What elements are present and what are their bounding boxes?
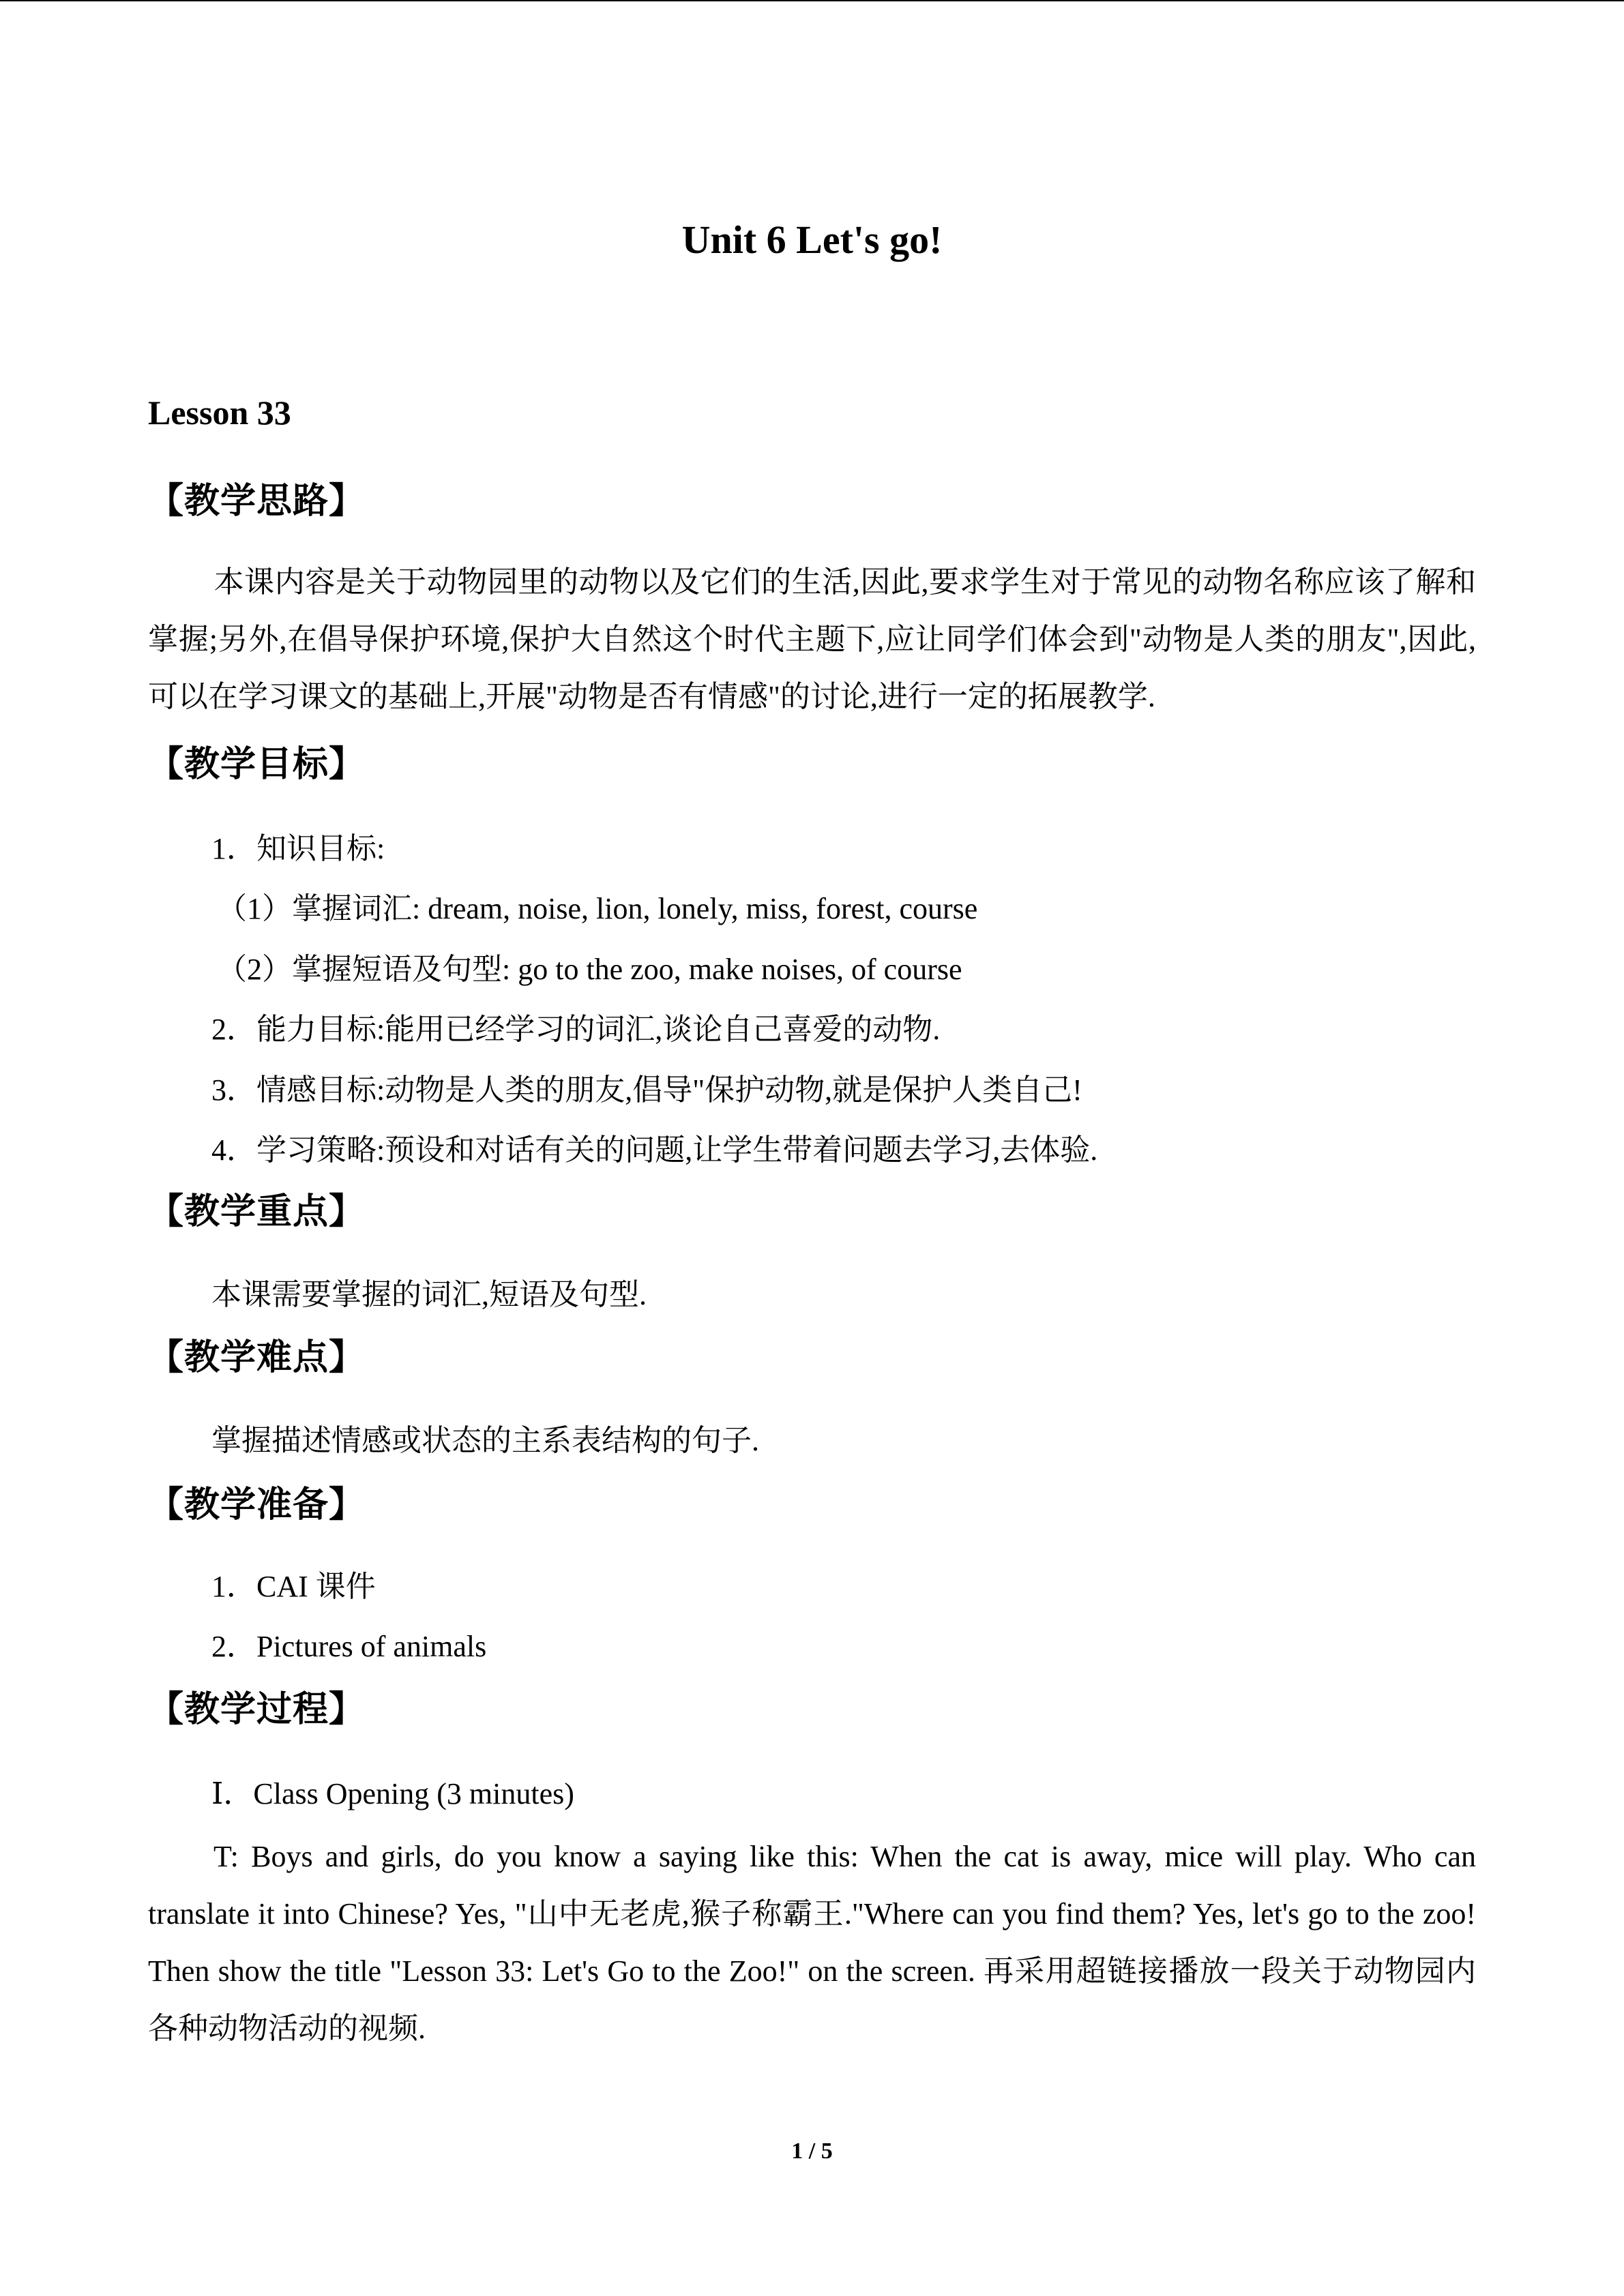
- preparation-item: 2．Pictures of animals: [211, 1630, 487, 1663]
- process-paragraph: T: Boys and girls, do you know a saying like this: When the cat is away, mice will play. Who can translate it into Chinese? Yes, "山中无老虎,猴子称霸王."Where can you find them? Yes, let's go to the zoo! Then show the title "Lesson 33: Let's Go to the Zoo!" on the screen. 再采用超链接播放一段关于动物园内各种动物活动的视频.: [148, 1840, 1476, 2045]
- objective-item: （1）掌握词汇: dream, noise, lion, lonely, miss, forest, course: [217, 892, 978, 925]
- section-heading-difficulties: 【教学难点】: [148, 1337, 366, 1378]
- section-heading-key-points: 【教学重点】: [148, 1191, 366, 1232]
- objective-item: 3．情感目标:动物是人类的朋友,倡导"保护动物,就是保护人类自己!: [211, 1073, 1082, 1107]
- objective-item: 1．知识目标:: [211, 832, 385, 865]
- objective-item: 2．能力目标:能用已经学习的词汇,谈论自己喜爱的动物.: [211, 1013, 941, 1046]
- lesson-label: Lesson 33: [148, 393, 291, 432]
- objective-item: 4．学习策略:预设和对话有关的问题,让学生带着问题去学习,去体验.: [211, 1133, 1098, 1167]
- thinking-paragraph: 本课内容是关于动物园里的动物以及它们的生活,因此,要求学生对于常见的动物名称应该了解和掌握;另外,在倡导保护环境,保护大自然这个时代主题下,应让同学们体会到"动物是人类的朋友",因此,可以在学习课文的基础上,开展"动物是否有情感"的讨论,进行一定的拓展教学.: [148, 565, 1476, 713]
- difficulties-paragraph: 掌握描述情感或状态的主系表结构的句子.: [211, 1424, 759, 1457]
- document-title: Unit 6 Let's go!: [681, 218, 943, 262]
- key-points-paragraph: 本课需要掌握的词汇,短语及句型.: [211, 1278, 647, 1311]
- section-heading-process: 【教学过程】: [148, 1689, 366, 1730]
- section-heading-thinking: 【教学思路】: [148, 481, 366, 522]
- preparation-item: 1．CAI 课件: [211, 1570, 376, 1603]
- section-heading-preparation: 【教学准备】: [148, 1485, 366, 1525]
- top-border-line: [0, 0, 1624, 1]
- process-step: Ⅰ．Class Opening (3 minutes): [211, 1777, 574, 1810]
- objective-item: （2）掌握短语及句型: go to the zoo, make noises, of course: [217, 953, 962, 986]
- page-number: 1 / 5: [791, 2138, 833, 2164]
- section-heading-objectives: 【教学目标】: [148, 744, 366, 785]
